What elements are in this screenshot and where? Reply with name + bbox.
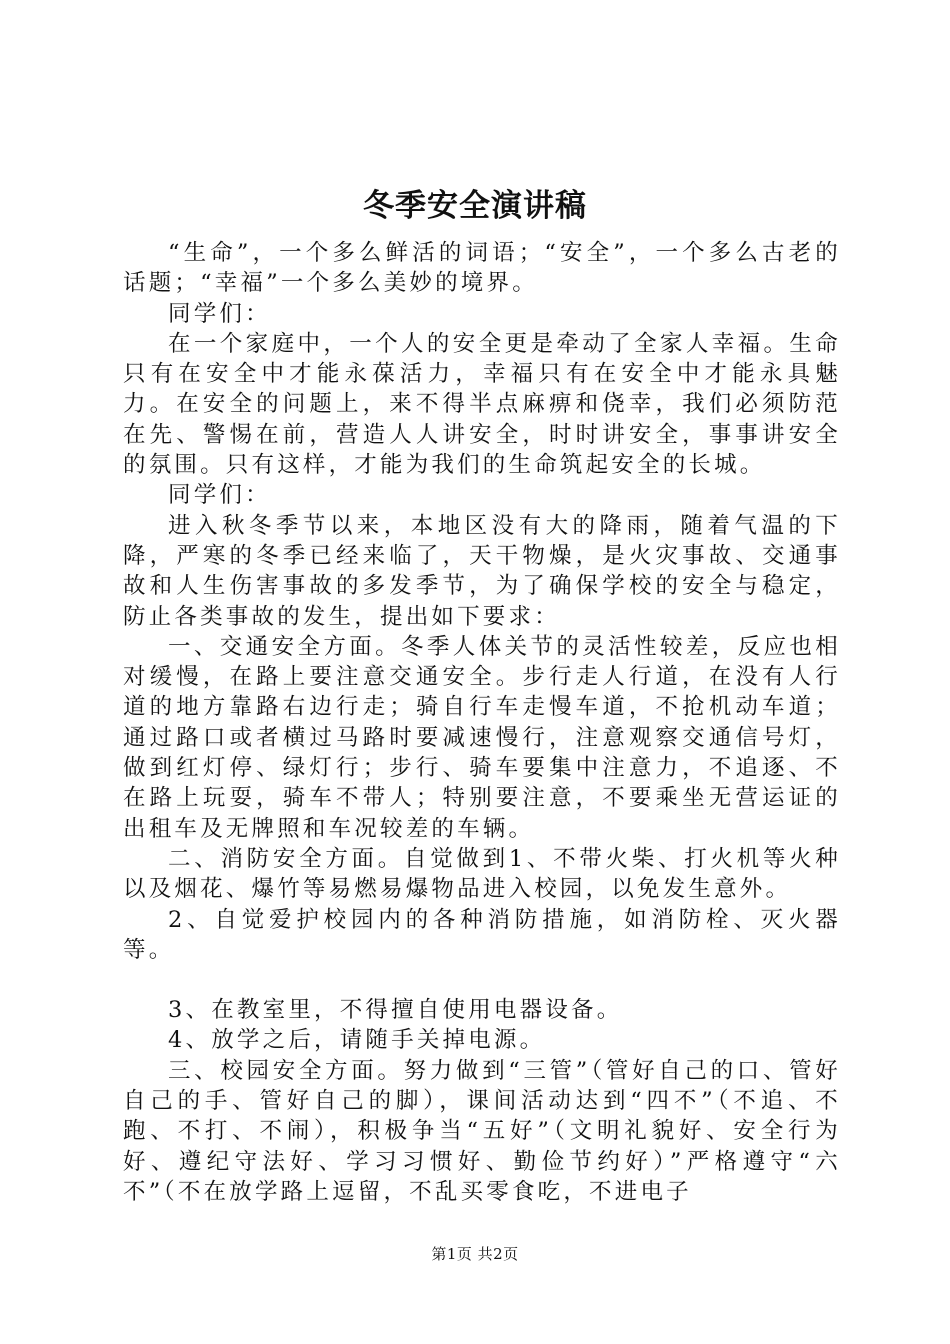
paragraph-traffic-safety: 一、交通安全方面。冬季人体关节的灵活性较差，反应也相对缓慢，在路上要注意交通安全。步行走人行道，在没有人行道的地方靠路右边行走；骑自行车走慢车道，不抢机动车道；通过路口或者横过马路时要减速慢行，注意观察交通信号灯，做到红灯停、绿灯行；步行、骑车要集中注意力，不追逐、不在路上玩耍，骑车不带人；特别要注意，不要乘坐无营运证的出租车及无牌照和车况较差的车辆。: [123, 633, 841, 842]
paragraph-fire-item-2: 2、自觉爱护校园内的各种消防措施，如消防栓、灭火器等。: [123, 906, 841, 963]
document-body: [123, 238, 841, 1207]
paragraph-fire-item-3: 3、在教室里，不得擅自使用电器设备。: [168, 997, 623, 1024]
paragraph-fire-item-4: 4、放学之后，请随手关掉电源。: [168, 1027, 546, 1054]
paragraph-greeting: 同学们：: [168, 482, 271, 509]
paragraph-season-requirements: 进入秋冬季节以来，本地区没有大的降雨，随着气温的下降，严寒的冬季已经来临了，天干物燥，是火灾事故、交通事故和人生伤害事故的多发季节，为了确保学校的安全与稳定，防止各类事故的发生，提出如下要求：: [123, 512, 841, 630]
paragraph-family-safety: 在一个家庭中，一个人的安全更是牵动了全家人幸福。生命只有在安全中才能永葆活力，幸福只有在安全中才能永具魅力。在安全的问题上，来不得半点麻痹和侥幸，我们必须防范在先、警惕在前，营造人人讲安全，时时讲安全，事事讲安全的氛围。只有这样，才能为我们的生命筑起安全的长城。: [123, 330, 841, 479]
paragraph-campus-safety: 三、校园安全方面。努力做到“三管”（管好自己的口、管好自己的手、管好自己的脚），课间活动达到“四不”（不追、不跑、不打、不闹），积极争当“五好”（文明礼貌好、安全行为好、遵纪守法好、学习习惯好、勤俭节约好）”严格遵守“六不”（不在放学路上逗留，不乱买零食吃，不进电子: [123, 1057, 841, 1205]
paragraph-greeting: 同学们：: [168, 300, 271, 327]
paragraph-intro: “生命”，一个多么鲜活的词语；“安全”，一个多么古老的话题；“幸福”一个多么美妙的境界。: [123, 240, 841, 297]
page-number: 第1页 共2页: [431, 1245, 519, 1263]
paragraph-fire-safety: 二、消防安全方面。自觉做到1、不带火柴、打火机等火种以及烟花、爆竹等易燃易爆物品进入校园，以免发生意外。: [123, 845, 841, 903]
document-title: 冬季安全演讲稿: [363, 188, 587, 224]
